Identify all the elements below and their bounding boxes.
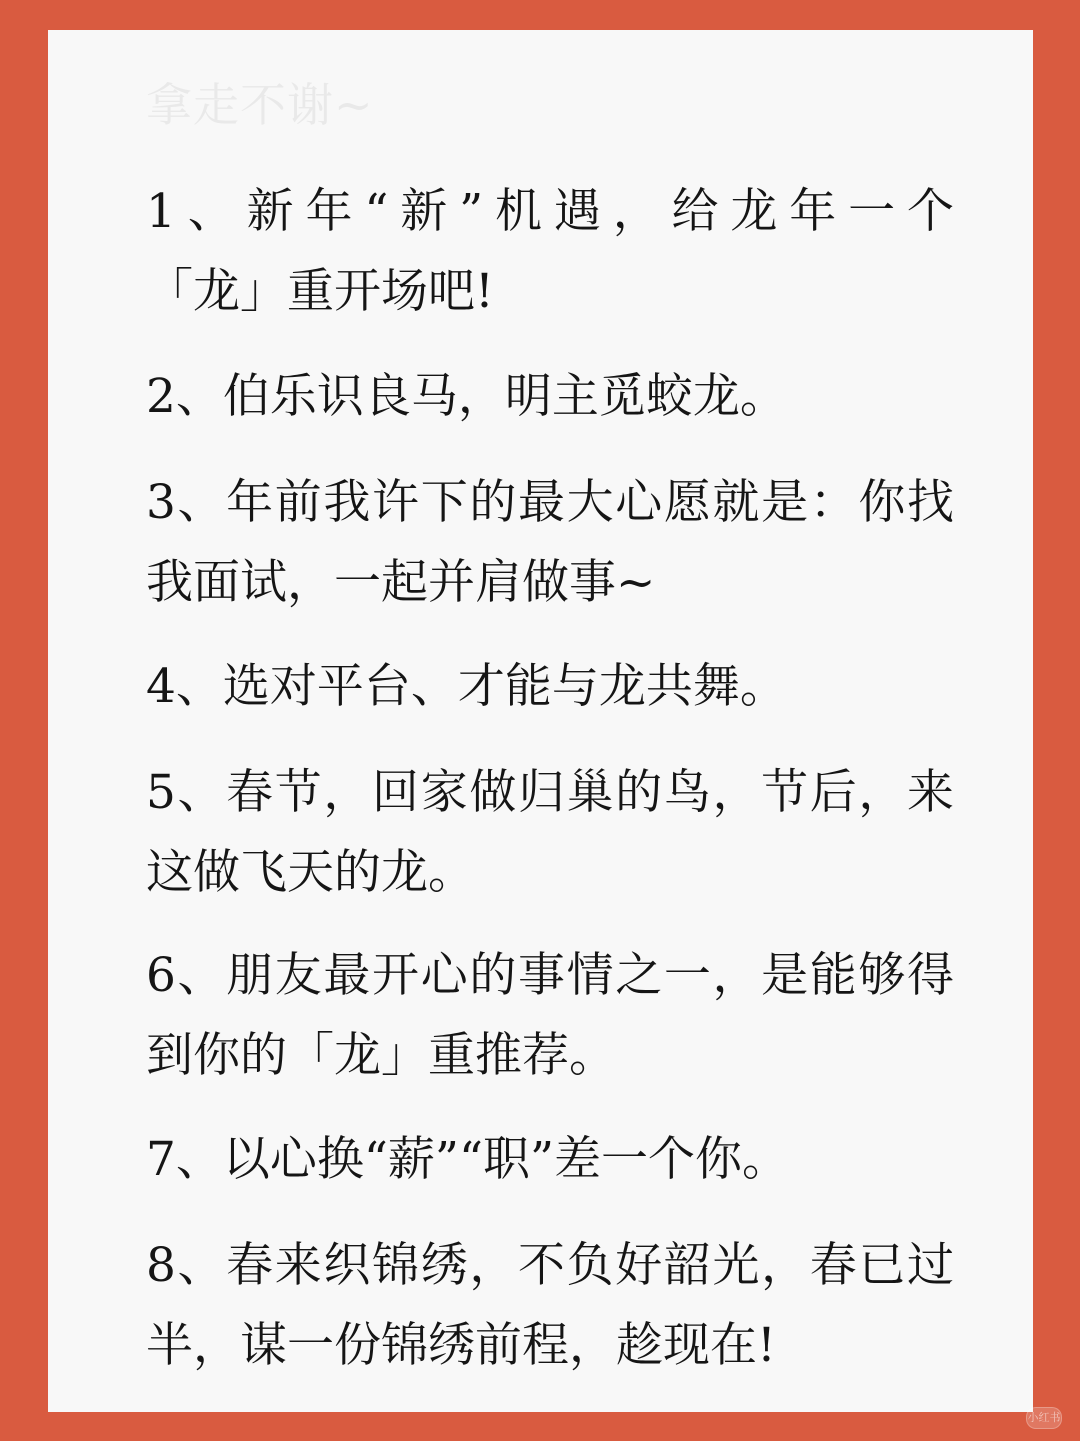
list-item-4 (146, 647, 954, 727)
list-item-2 (146, 357, 954, 437)
item-line: 半，谋一份锦绣前程，趁现在! (146, 1318, 776, 1373)
item-line: 这做飞天的龙。 (146, 845, 475, 900)
faint-header: 拿走不谢~ (146, 78, 374, 132)
item-line: 我面试，一起并肩做事~ (146, 555, 656, 610)
item-line: 2、伯乐识良马，明主觅蛟龙。 (146, 369, 787, 424)
item-line: 5、春节，回家做归巢的鸟，节后，来 (146, 765, 954, 820)
item-line: 到你的「龙」重推荐。 (146, 1028, 616, 1083)
content-card (48, 30, 1033, 1412)
list-item-7 (146, 1120, 954, 1200)
item-line: 8、春来织锦绣，不负好韶光，春已过 (146, 1238, 954, 1293)
watermark-logo: 小红书 (1026, 1407, 1062, 1429)
list-item-5 (146, 753, 954, 913)
list-item-3 (146, 463, 954, 623)
item-line: 4、选对平台、才能与龙共舞。 (146, 659, 787, 714)
item-line: 3、年前我许下的最大心愿就是：你找 (146, 475, 954, 530)
list-item-6 (146, 936, 954, 1096)
item-line: 「龙」重开场吧! (146, 264, 494, 319)
item-line: 7、以心换“薪”“职”差一个你。 (146, 1132, 790, 1187)
item-line: 6、朋友最开心的事情之一，是能够得 (146, 948, 954, 1003)
list-item-8 (146, 1226, 954, 1386)
list-item-1 (146, 172, 954, 332)
item-line: 1、新年“新”机遇，给龙年一个 (146, 184, 954, 239)
